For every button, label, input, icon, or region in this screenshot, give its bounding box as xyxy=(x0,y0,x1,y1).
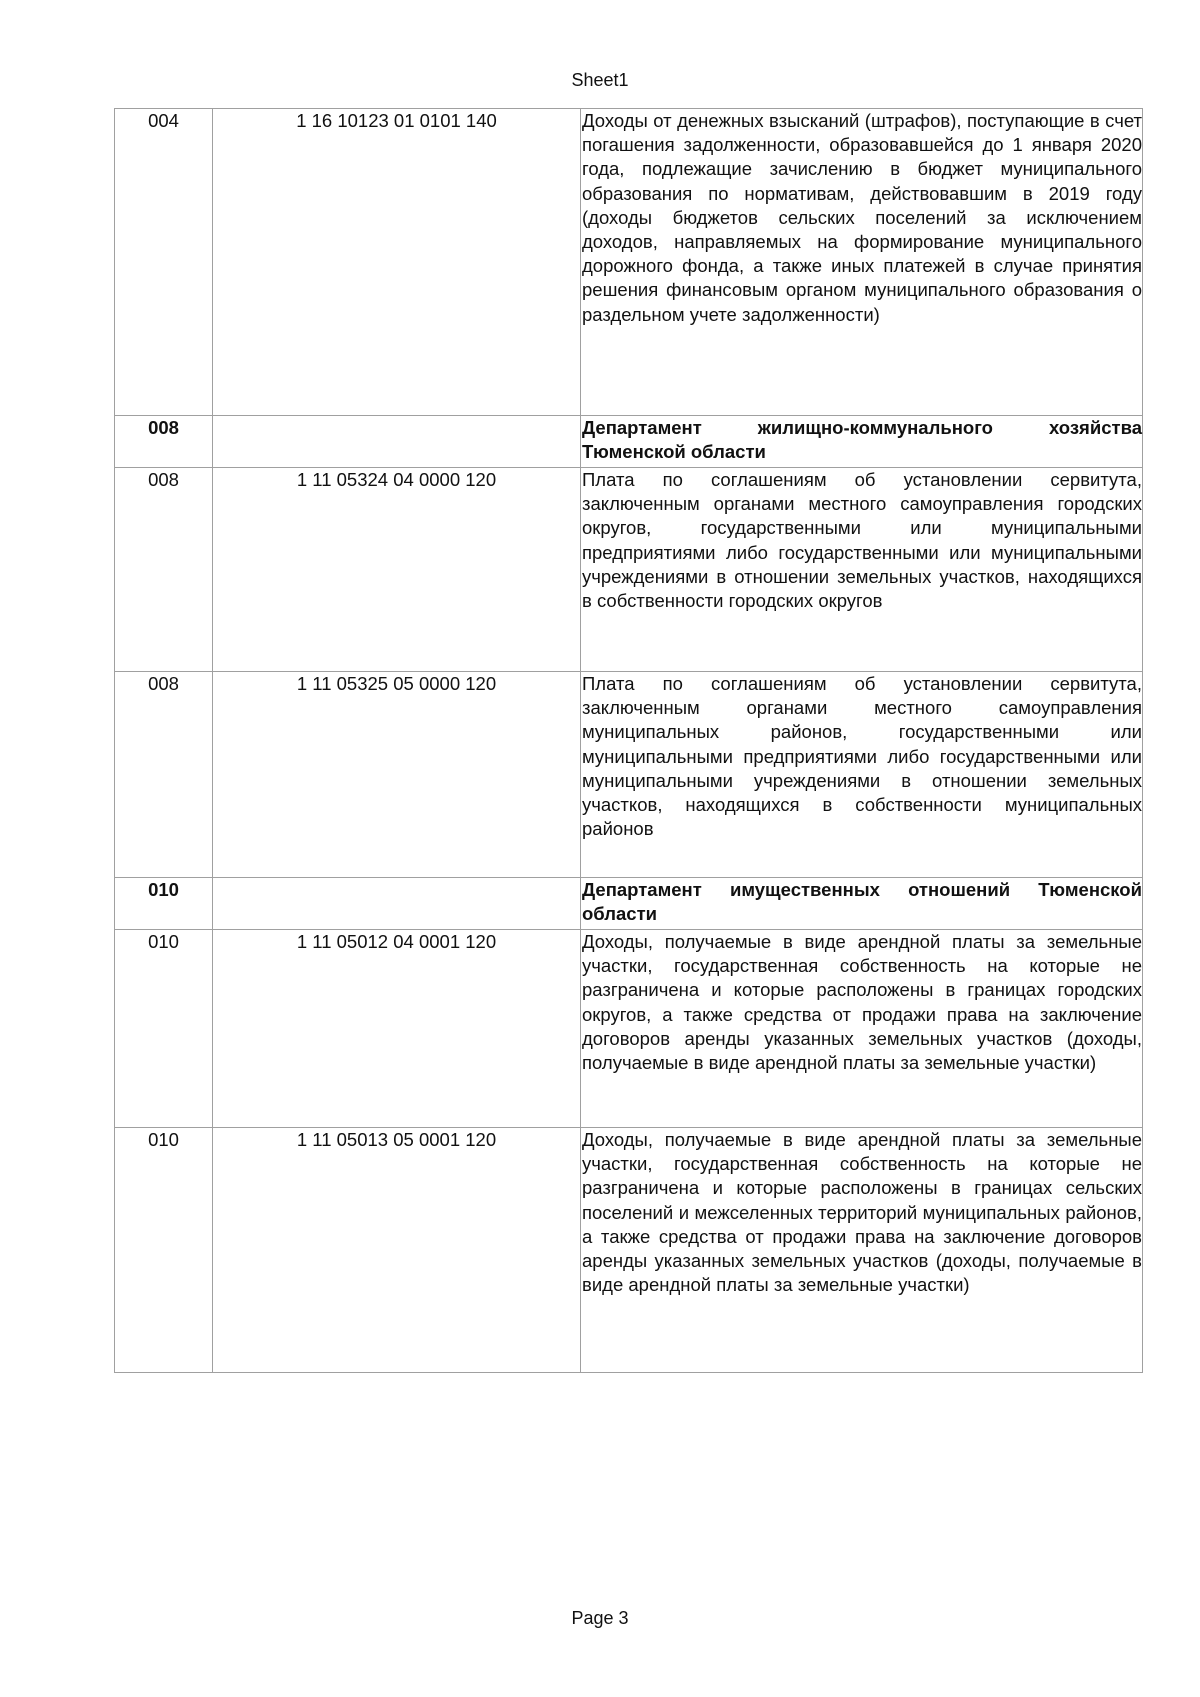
table-row xyxy=(115,1128,1143,1373)
admin-code-cell: 008 xyxy=(115,672,213,878)
department-name-cell: Департамент имущественных отношений Тюменской области xyxy=(581,878,1143,930)
department-heading-row xyxy=(115,878,1143,930)
revenue-codes-table xyxy=(114,108,1143,1373)
page-number: Page 3 xyxy=(571,1608,629,1628)
admin-code-cell: 010 xyxy=(115,1128,213,1373)
department-name-cell: Департамент жилищно-коммунального хозяйства Тюменской области xyxy=(581,416,1143,468)
admin-code-cell: 004 xyxy=(115,109,213,416)
table-row xyxy=(115,468,1143,672)
revenue-name-cell: Доходы от денежных взысканий (штрафов), поступающие в счет погашения задолженности, образовавшейся до 1 января 2020 года, подлежащие зачислению в бюджет муниципального образования по нормативам, действовавшим в 2019 году (доходы бюджетов сельских поселений за исключением доходов, направляемых на формирование муниципального дорожного фонда, а также иных платежей в случае принятия решения финансовым органом муниципального образования о раздельном учете задолженности) xyxy=(581,109,1143,416)
admin-code-cell: 008 xyxy=(115,416,213,468)
budget-code-cell: 1 11 05325 05 0000 120 xyxy=(213,672,581,878)
budget-code-cell: 1 11 05324 04 0000 120 xyxy=(213,468,581,672)
budget-code-cell: 1 11 05013 05 0001 120 xyxy=(213,1128,581,1373)
department-heading-row xyxy=(115,416,1143,468)
revenue-name-cell: Доходы, получаемые в виде арендной платы за земельные участки, государственная собственность на которые не разграничена и которые расположены в границах городских округов, а также средства от продажи права на заключение договоров аренды указанных земельных участков (доходы, получаемые в виде арендной платы за земельные участки) xyxy=(581,930,1143,1128)
revenue-name-cell: Доходы, получаемые в виде арендной платы за земельные участки, государственная собственность на которые не разграничена и которые расположены в границах сельских поселений и межселенных территорий муниципальных районов, а также средства от продажи права на заключение договоров аренды указанных земельных участков (доходы, получаемые в виде арендной платы за земельные участки) xyxy=(581,1128,1143,1373)
revenue-name-cell: Плата по соглашениям об установлении сервитута, заключенным органами местного самоуправления городских округов, государственными или муниципальными предприятиями либо государственными или муниципальными учреждениями в отношении земельных участков, находящихся в собственности городских округов xyxy=(581,468,1143,672)
budget-code-cell: 1 16 10123 01 0101 140 xyxy=(213,109,581,416)
budget-code-cell: 1 11 05012 04 0001 120 xyxy=(213,930,581,1128)
table-row xyxy=(115,109,1143,416)
budget-code-cell xyxy=(213,416,581,468)
budget-code-cell xyxy=(213,878,581,930)
admin-code-cell: 008 xyxy=(115,468,213,672)
table-row xyxy=(115,930,1143,1128)
revenue-name-cell: Плата по соглашениям об установлении сервитута, заключенным органами местного самоуправления муниципальных районов, государственными или муниципальными предприятиями либо государственными или муниципальными учреждениями в отношении земельных участков, находящихся в собственности муниципальных районов xyxy=(581,672,1143,878)
admin-code-cell: 010 xyxy=(115,930,213,1128)
sheet-title: Sheet1 xyxy=(571,70,629,90)
admin-code-cell: 010 xyxy=(115,878,213,930)
table-row xyxy=(115,672,1143,878)
